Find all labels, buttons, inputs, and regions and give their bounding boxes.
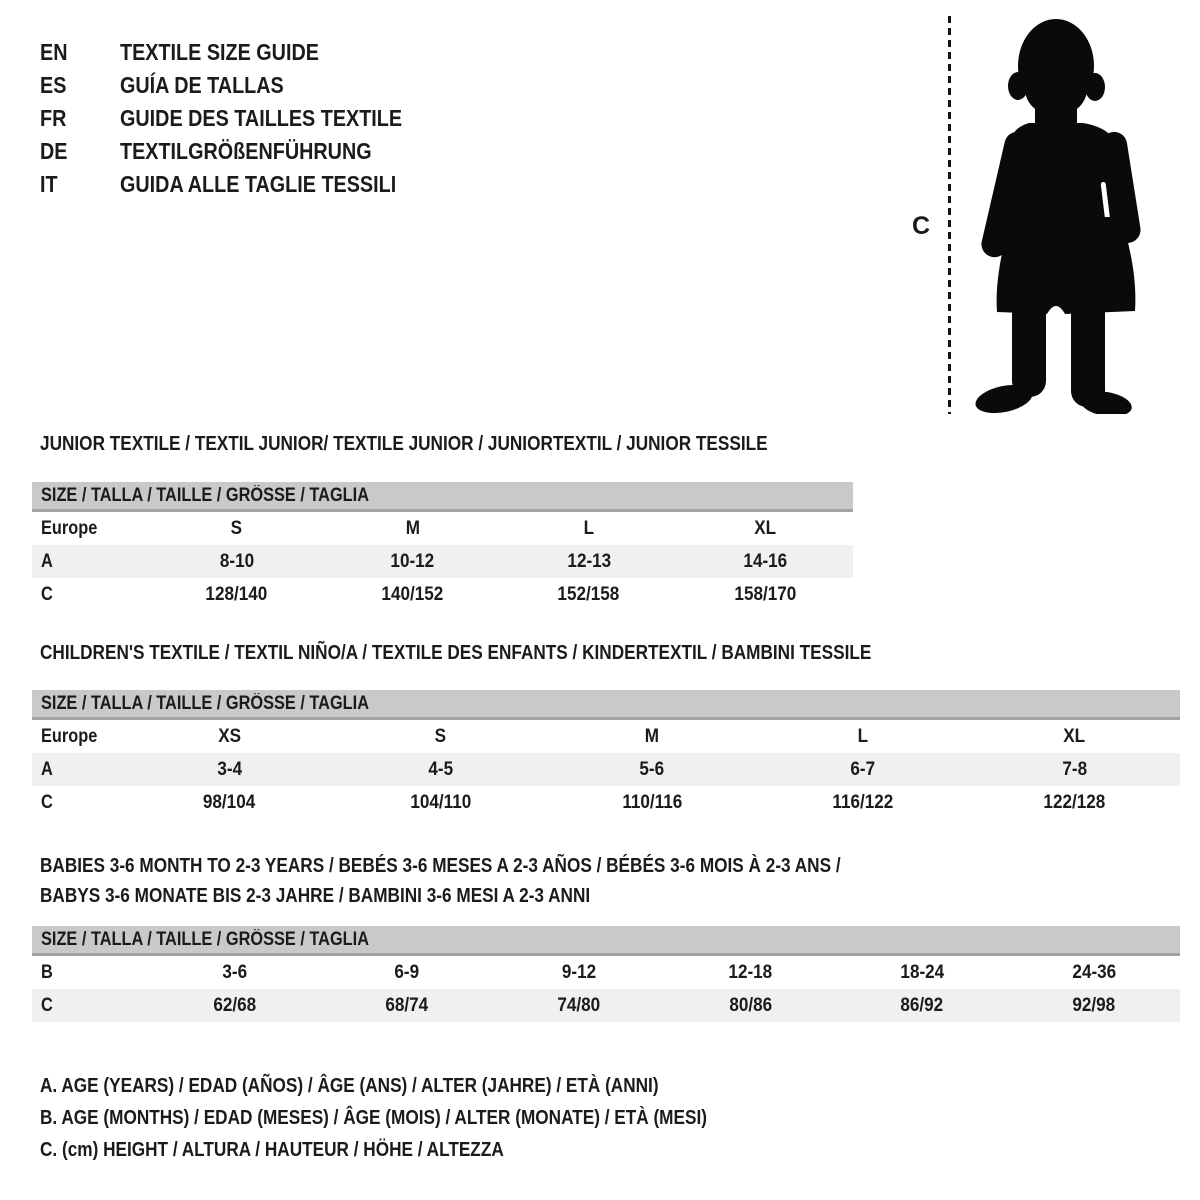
legend-line-age-months: B. AGE (MONTHS) / EDAD (MESES) / ÂGE (MOIS) / ALTER (MONATE) / ETÀ (MESI) [40, 1107, 707, 1129]
language-row-de [40, 135, 448, 168]
table-row-height [32, 578, 853, 611]
table-cell: 68/74 [385, 994, 429, 1016]
table-cell: 14-16 [743, 550, 787, 572]
table-cell: 12-13 [566, 550, 611, 572]
language-title: TEXTILGRÖßENFÜHRUNG [120, 138, 372, 164]
table-row-height [32, 989, 1180, 1022]
row-label-cell: A [41, 758, 53, 780]
junior-section-heading: JUNIOR TEXTILE / TEXTIL JUNIOR/ TEXTILE JUNIOR / JUNIORTEXTIL / JUNIOR TESSILE [40, 433, 768, 455]
row-label-cell: Europe [41, 725, 98, 747]
row-label-cell: Europe [41, 517, 98, 539]
row-label-cell: C [41, 994, 53, 1016]
table-cell: M [405, 517, 420, 539]
table-row-age [32, 753, 1180, 786]
table-row-age-months [32, 956, 1180, 989]
table-cell: 24-36 [1072, 961, 1116, 983]
language-row-it [40, 168, 448, 201]
language-code: DE [40, 138, 68, 164]
language-code: ES [40, 72, 67, 98]
table-cell: 5-6 [639, 758, 665, 780]
size-header-label: SIZE / TALLA / TAILLE / GRÖSSE / TAGLIA [41, 485, 370, 506]
table-cell: 7-8 [1062, 758, 1087, 780]
legend-line-age-years: A. AGE (YEARS) / EDAD (AÑOS) / ÂGE (ANS) / ALTER (JAHRE) / ETÀ (ANNI) [40, 1075, 659, 1097]
table-cell: XS [218, 725, 241, 747]
table-cell: 152/158 [557, 583, 620, 605]
language-code: IT [40, 171, 58, 197]
language-code: FR [40, 105, 67, 131]
table-row-height [32, 786, 1180, 819]
row-label-cell: B [41, 961, 53, 983]
language-title: TEXTILE SIZE GUIDE [120, 39, 319, 65]
babies-size-table [32, 926, 1180, 1022]
table-cell: 3-4 [217, 758, 242, 780]
table-cell: 80/86 [729, 994, 772, 1016]
children-section-heading: CHILDREN'S TEXTILE / TEXTIL NIÑO/A / TEXTILE DES ENFANTS / KINDERTEXTIL / BAMBINI TESSILE [40, 642, 872, 664]
baby-silhouette-icon [965, 12, 1145, 414]
row-label-cell: C [41, 583, 53, 605]
language-list [40, 36, 448, 201]
children-table [32, 720, 1180, 819]
table-cell: L [583, 517, 595, 539]
size-header-label: SIZE / TALLA / TAILLE / GRÖSSE / TAGLIA [41, 929, 370, 950]
table-cell: 116/122 [832, 791, 894, 813]
row-label-cell: C [41, 791, 53, 813]
babies-table [32, 956, 1180, 1022]
language-code: EN [40, 39, 68, 65]
language-row-fr [40, 102, 448, 135]
language-title: GUÍA DE TALLAS [120, 72, 284, 98]
table-cell: 3-6 [222, 961, 248, 983]
table-cell: 74/80 [557, 994, 601, 1016]
height-measure-dashed-line [948, 16, 951, 414]
language-row-en [40, 36, 448, 69]
legend-line-height-cm: C. (cm) HEIGHT / ALTURA / HAUTEUR / HÖHE / ALTEZZA [40, 1139, 504, 1161]
table-cell: 158/170 [734, 583, 796, 605]
table-cell: 4-5 [428, 758, 454, 780]
size-header-bar [32, 482, 853, 512]
language-title: GUIDE DES TAILLES TEXTILE [120, 105, 403, 131]
table-cell: 10-12 [390, 550, 435, 572]
table-row-age [32, 545, 853, 578]
table-cell: 110/116 [621, 791, 682, 813]
table-cell: 92/98 [1072, 994, 1116, 1016]
table-cell: 12-18 [728, 961, 773, 983]
table-cell: 6-7 [850, 758, 876, 780]
table-cell: 18-24 [900, 961, 945, 983]
height-measure-label: C [912, 212, 931, 240]
table-cell: M [644, 725, 660, 747]
table-cell: 86/92 [900, 994, 944, 1016]
table-cell: 6-9 [394, 961, 420, 983]
table-cell: S [434, 725, 447, 747]
table-cell: 98/104 [203, 791, 256, 813]
table-cell: 140/152 [381, 583, 444, 605]
language-title: GUIDA ALLE TAGLIE TESSILI [120, 171, 397, 197]
size-header-bar [32, 926, 1180, 956]
junior-table [32, 512, 853, 611]
table-cell: XL [1063, 725, 1086, 747]
table-cell: L [857, 725, 869, 747]
table-cell: 104/110 [410, 791, 472, 813]
table-cell: S [230, 517, 243, 539]
language-row-es [40, 69, 448, 102]
table-cell: 9-12 [561, 961, 596, 983]
size-header-label: SIZE / TALLA / TAILLE / GRÖSSE / TAGLIA [41, 693, 370, 714]
table-row-europe [32, 720, 1180, 753]
children-size-table [32, 690, 1180, 819]
table-cell: 122/128 [1043, 791, 1106, 813]
junior-size-table [32, 482, 853, 611]
table-cell: 62/68 [213, 994, 257, 1016]
babies-section-heading: BABIES 3-6 MONTH TO 2-3 YEARS / BEBÉS 3-6 MESES A 2-3 AÑOS / BÉBÉS 3-6 MOIS À 2-3 ANS / BABYS 3-6 MONATE BIS 2-3 JAHRE / BAMBINI 3-6 MESI A 2-3 ANNI [40, 855, 841, 907]
row-label-cell: A [41, 550, 53, 572]
table-cell: 128/140 [205, 583, 268, 605]
size-header-bar [32, 690, 1180, 720]
table-cell: 8-10 [219, 550, 254, 572]
table-row-europe [32, 512, 853, 545]
table-cell: XL [753, 517, 776, 539]
